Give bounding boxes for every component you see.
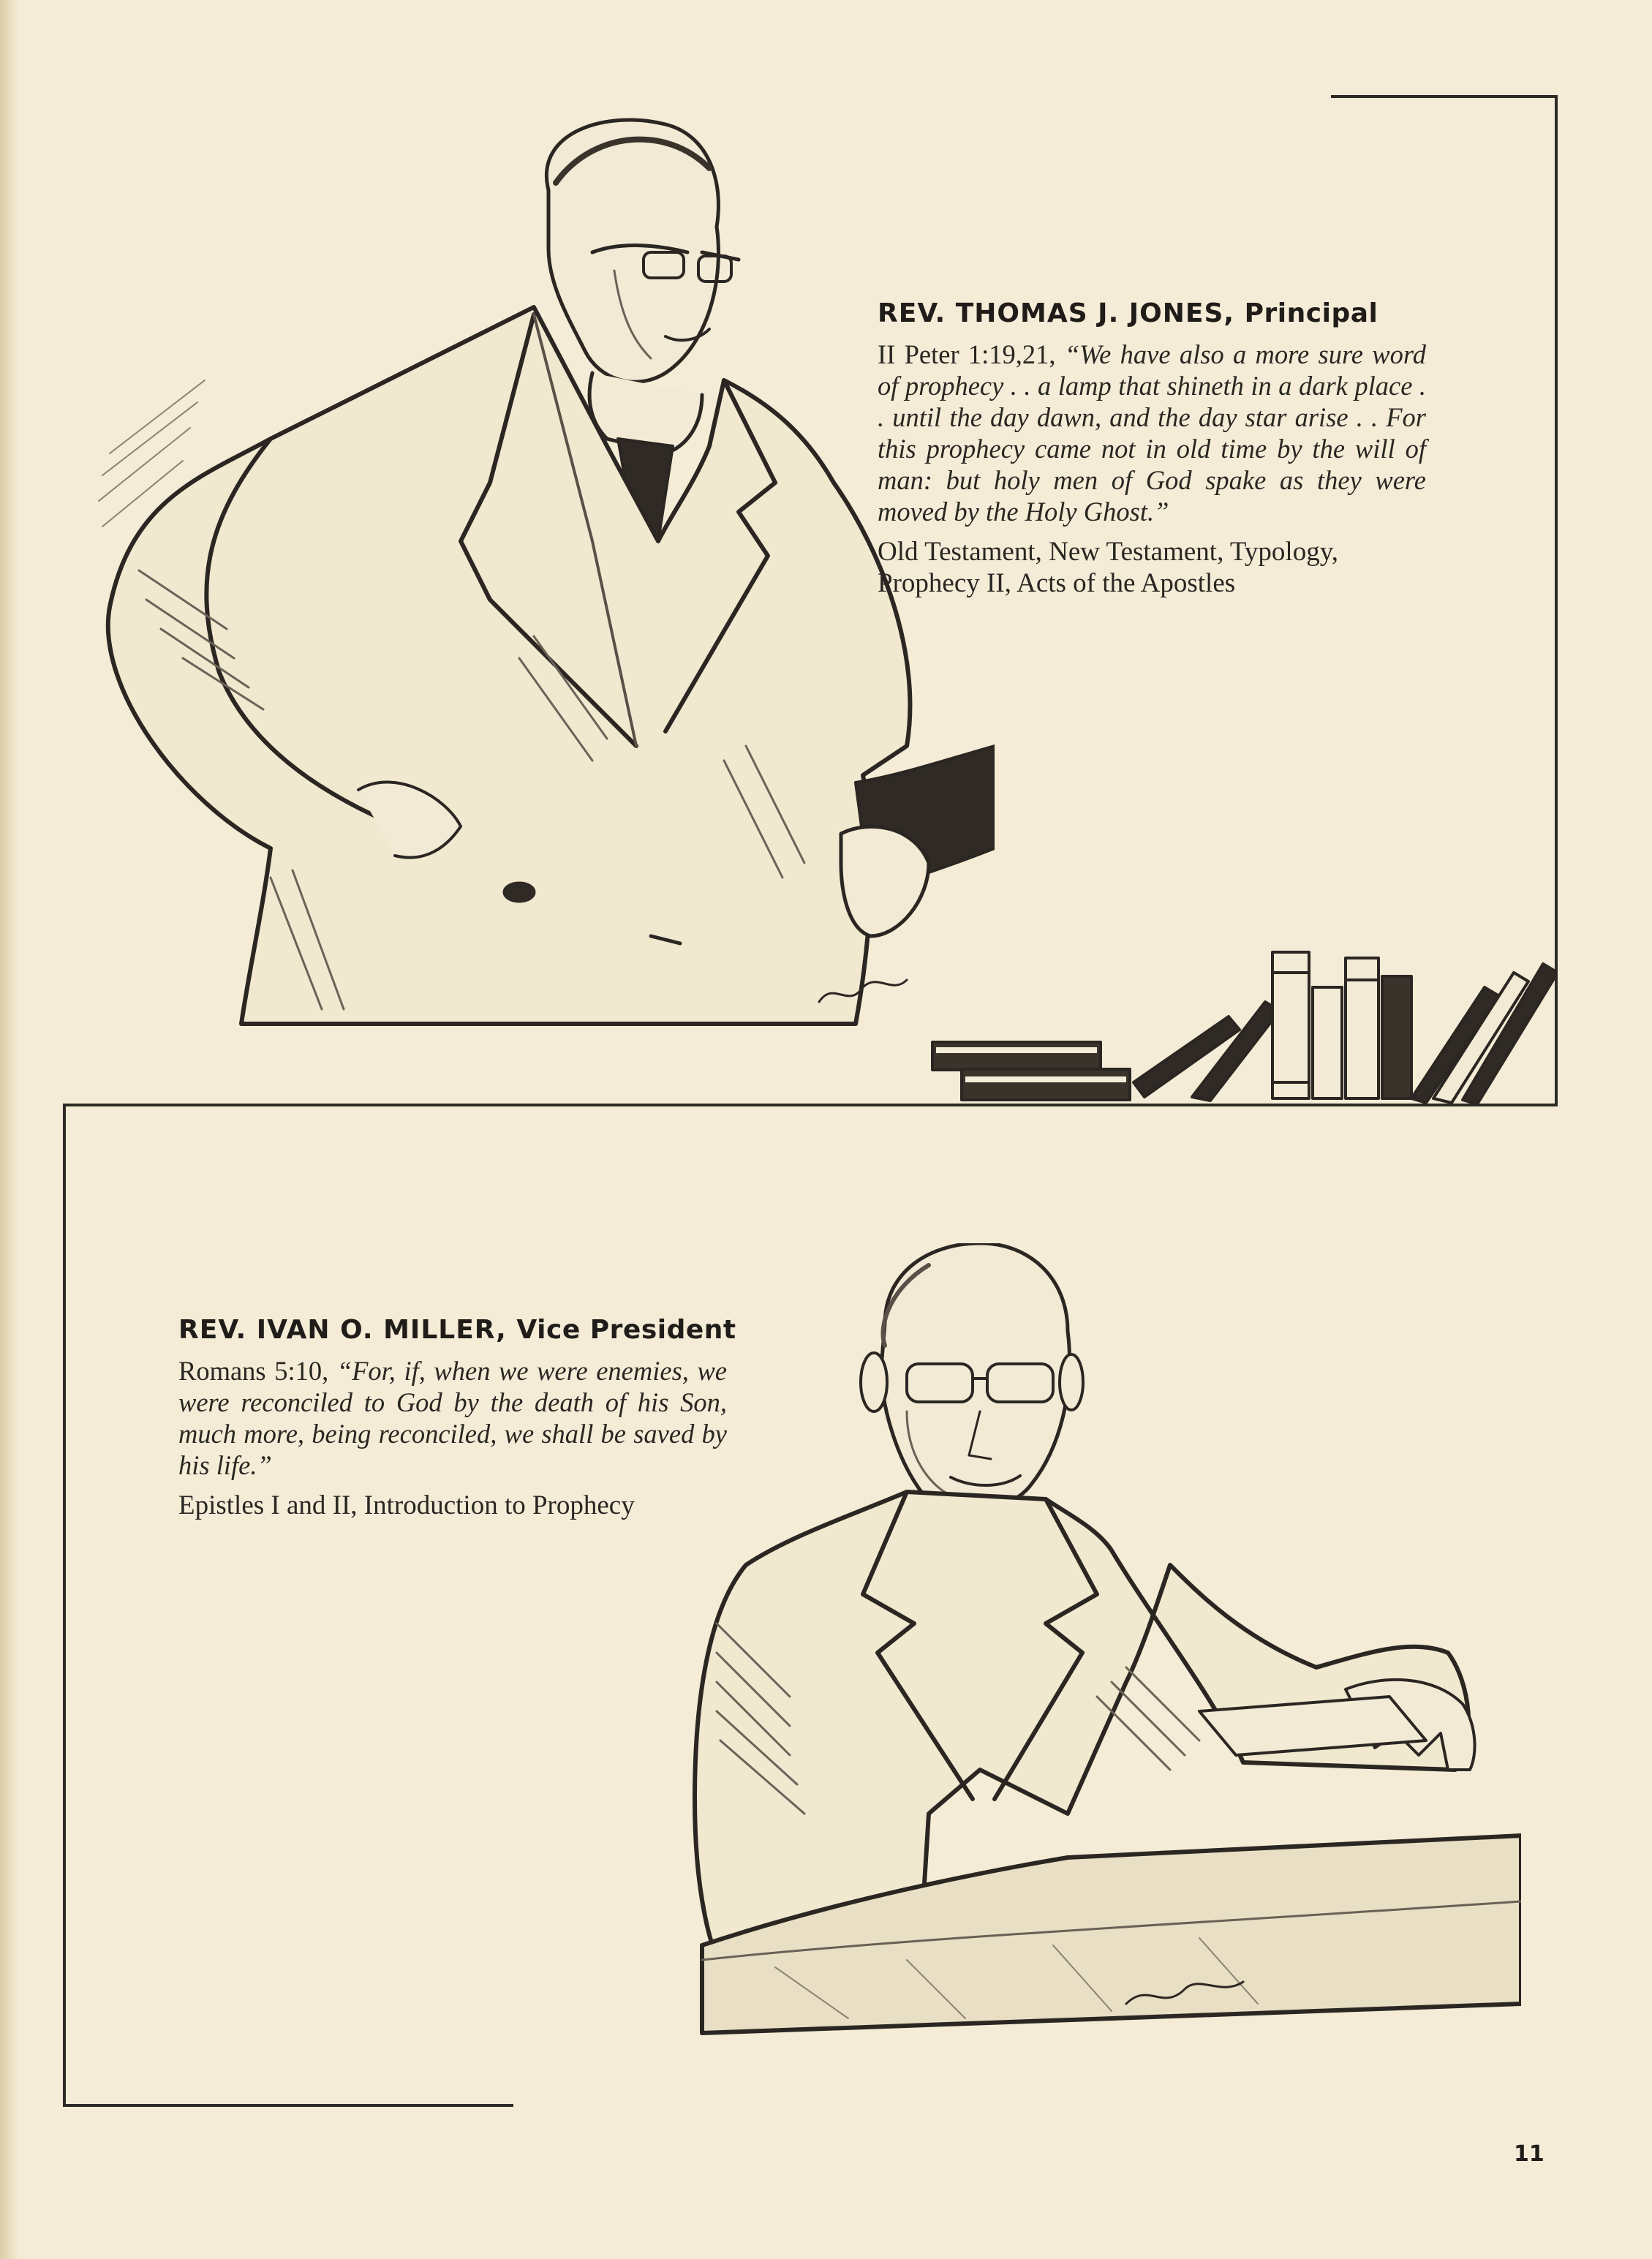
faculty-title: Principal bbox=[1244, 298, 1378, 328]
faculty-title: Vice President bbox=[516, 1315, 736, 1345]
scripture-reference: II Peter 1:19,21, bbox=[878, 339, 1065, 369]
left-frame-line bbox=[63, 1104, 66, 2107]
portrait-jones-illustration bbox=[80, 102, 995, 1031]
scripture-quote: “We have also a more sure word of prophecy . . a lamp that shineth in a dark place . . until the day dawn, and the day star arise . . For this prophecy came not in old time by the will of man: but holy men of God spake as they were moved by the Holy Ghost.” bbox=[878, 339, 1426, 527]
faculty-name: REV. IVAN O. MILLER, bbox=[178, 1315, 507, 1345]
faculty-entry-miller bbox=[178, 1315, 736, 1521]
scripture-reference: Romans 5:10, bbox=[178, 1356, 337, 1386]
faculty-heading bbox=[878, 298, 1426, 328]
faculty-name: REV. THOMAS J. JONES, bbox=[878, 298, 1235, 328]
bottom-frame-line bbox=[63, 2104, 513, 2107]
books-illustration bbox=[921, 943, 1558, 1106]
page-number: 11 bbox=[1514, 2141, 1544, 2167]
top-frame-line bbox=[1331, 95, 1558, 98]
faculty-heading bbox=[178, 1315, 736, 1345]
faculty-entry-jones bbox=[878, 298, 1426, 599]
scripture-quote: “For, if, when we were enemies, we were reconciled to God by the death of his Son, much more, being reconciled, we shall be saved by his life.” bbox=[178, 1356, 727, 1480]
scripture-passage bbox=[878, 339, 1426, 527]
page-edge-shadow bbox=[0, 0, 20, 2259]
portrait-miller-illustration bbox=[687, 1243, 1521, 2077]
scripture-passage bbox=[178, 1355, 727, 1481]
courses-taught: Old Testament, New Testament, Typology, Prophecy II, Acts of the Apostles bbox=[878, 537, 1339, 598]
courses-taught: Epistles I and II, Introduction to Prophecy bbox=[178, 1490, 635, 1520]
